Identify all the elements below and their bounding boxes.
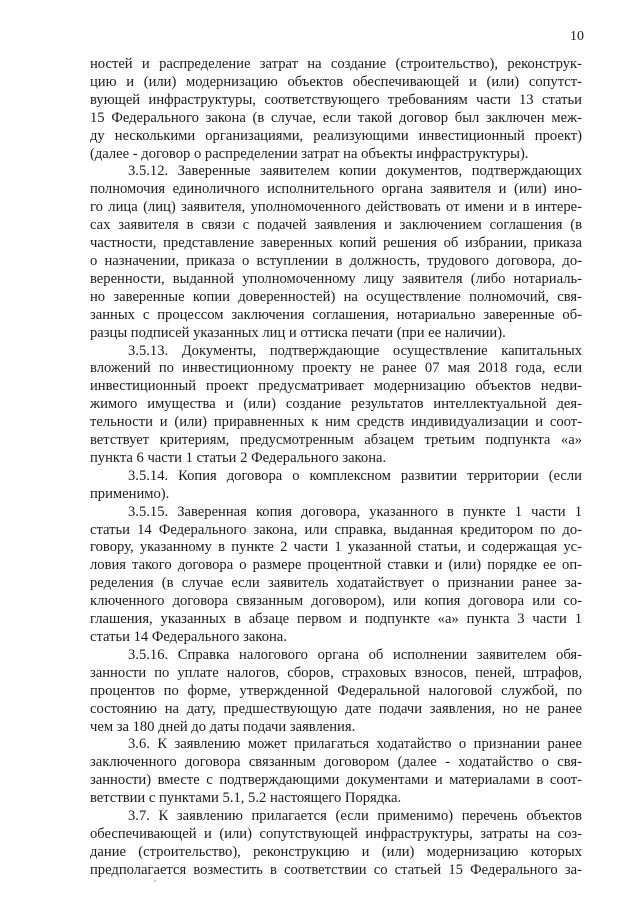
paragraph-3-5-14: [90, 468, 582, 504]
text-line: ределения (в случае если заявитель ходатайствует о признании ранее за-: [90, 575, 582, 592]
text-line: дание (строительство), реконструкцию и (или) модернизацию которых: [90, 843, 582, 860]
text-line: частности, представление заверенных копий решения об избрании, приказа: [90, 235, 582, 252]
text-line: процентов по форме, утвержденной Федеральной налоговой службой, по: [90, 682, 582, 699]
paragraph-3-7: [90, 808, 582, 880]
text-line: 3.5.15. Заверенная копия договора, указанного в пункте 1 части 1: [128, 503, 582, 520]
text-line: пункта 6 части 1 статьи 2 Федерального закона.: [90, 449, 387, 466]
text-line: жимого имущества и (или) создание результатов интеллектуальной дея-: [90, 396, 582, 413]
text-line: 3.6. К заявлению может прилагаться ходатайство о признании ранее: [128, 736, 582, 753]
text-line: разцы подписей указанных лиц и оттиска печати (при ее наличии).: [90, 324, 506, 341]
text-line: ветствии с пунктами 5.1, 5.2 настоящего Порядка.: [90, 790, 402, 807]
paragraph-continuation: [90, 56, 582, 163]
text-line: занности) вместе с подтверждающими документами и материалами в соот-: [90, 772, 582, 789]
text-line: 3.5.14. Копия договора о комплексном развитии территории (если: [128, 467, 582, 484]
text-line: чем за 180 дней до даты подачи заявления.: [90, 718, 356, 735]
paragraph-3-5-13: [90, 343, 582, 468]
text-line: ду несколькими организациями, реализующими инвестиционный проект): [90, 127, 582, 144]
text-line: веренности, выданной уполномоченному лицу заявителя (либо нотариаль-: [90, 270, 582, 287]
text-line: ключенного договора связанным договором), или копия договора или со-: [90, 593, 582, 610]
text-line: обеспечивающей и (или) сопутствующей инфраструктуры, затраты на соз-: [90, 825, 582, 842]
text-line: (далее - договор о распределении затрат на объекты инфраструктуры).: [90, 145, 529, 162]
text-line: 15 Федерального закона (в случае, если такой договор был заключен меж-: [90, 109, 582, 126]
scan-speck: [154, 880, 156, 882]
text-line: заключенного договора связанным договором (далее - ходатайство о свя-: [90, 754, 582, 771]
text-line: статьи 14 Федерального закона, или справка, выданная кредитором по до-: [90, 521, 582, 538]
page-number: 10: [570, 29, 584, 44]
text-line: занных с процессом заключения соглашения, нотариально заверенные об-: [90, 306, 582, 323]
text-line: 3.5.16. Справка налогового органа об исполнении заявителем обя-: [128, 646, 582, 663]
text-line: 3.5.13. Документы, подтверждающие осуществление капитальных: [128, 342, 582, 359]
document-body: [90, 56, 582, 880]
text-line: цию и (или) модернизацию объектов обеспечивающей и (или) сопутст-: [90, 73, 582, 90]
text-line: 3.5.12. Заверенные заявителем копии документов, подтверждающих: [128, 163, 582, 180]
text-line: предполагается возместить в соответствии со статьей 15 Федерального за-: [90, 861, 582, 878]
text-line: статьи 14 Федерального закона.: [90, 629, 287, 645]
text-line: ностей и распределение затрат на создание (строительство), реконструк-: [90, 56, 582, 72]
text-line: говору, указанному в пункте 2 части 1 указанной статьи, и содержащая ус-: [90, 539, 582, 556]
text-line: 3.7. К заявлению прилагается (если применимо) перечень объектов: [128, 808, 582, 825]
paragraph-3-6: [90, 736, 582, 808]
text-line: применимо).: [90, 485, 170, 502]
text-line: сах заявителя в связи с подачей заявления и заключением соглашения (в: [90, 217, 582, 234]
text-line: состоянию на дату, предшествующую дате подачи заявления, но не ранее: [90, 700, 582, 717]
text-line: вложений по инвестиционному проекту не ранее 07 мая 2018 года, если: [90, 360, 582, 377]
text-line: инвестиционный проект предусматривает модернизацию объектов недви-: [90, 378, 582, 395]
paragraph-3-5-16: [90, 647, 582, 737]
text-line: полномочия единоличного исполнительного органа заявителя и (или) ино-: [90, 181, 582, 198]
text-line: вующей инфраструктуры, соответствующего требованиям части 13 статьи: [90, 91, 582, 108]
text-line: ветствует критериям, предусмотренным абзацем третьим подпункта «а»: [90, 432, 582, 449]
text-line: занности по уплате налогов, сборов, страховых взносов, пеней, штрафов,: [90, 664, 582, 681]
text-line: тельности и (или) приравненных к ним средств индивидуализации и соот-: [90, 414, 582, 431]
text-line: о назначении, приказа о вступлении в должность, трудового договора, до-: [90, 252, 582, 269]
text-line: глашения, указанных в абзаце первом и подпункте «а» пункта 3 части 1: [90, 611, 582, 628]
text-line: но заверенные копии доверенностей) на осуществление полномочий, свя-: [90, 288, 582, 305]
text-line: го лица (лиц) заявителя, уполномоченного действовать от имени и в интере-: [90, 199, 582, 216]
text-line: ловия такого договора о размере процентной ставки и (или) порядке ее оп-: [90, 557, 582, 574]
paragraph-3-5-15: [90, 504, 582, 647]
paragraph-3-5-12: [90, 163, 582, 342]
